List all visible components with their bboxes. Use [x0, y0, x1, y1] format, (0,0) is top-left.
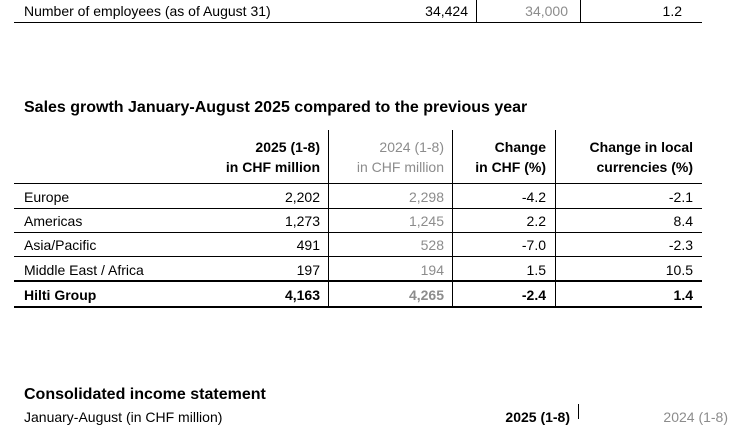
header-bottom-rule	[14, 183, 702, 184]
header-change-chf	[456, 139, 546, 175]
total-change-chf-cell: -2.4	[521, 287, 546, 303]
value-2024-cell: 2,298	[408, 189, 444, 205]
header-2024-line2: in CHF million	[356, 159, 444, 175]
header-change-local-line1: Change in local	[589, 139, 693, 155]
income-divider-1	[578, 404, 579, 419]
change-local-cell: 8.4	[673, 213, 693, 229]
change-local-cell: -2.3	[668, 237, 693, 253]
row-rule-1	[14, 208, 702, 209]
header-change-chf-line1: Change	[494, 139, 546, 155]
header-2025	[200, 139, 320, 175]
region-cell: Americas	[24, 213, 83, 229]
employees-label: Number of employees (as of August 31)	[24, 3, 271, 19]
value-2025-cell: 2,202	[284, 189, 320, 205]
employees-value-2024: 34,000	[525, 3, 568, 19]
income-statement-title: Consolidated income statement	[24, 386, 266, 403]
income-col-2024: 2024 (1-8)	[663, 409, 728, 425]
total-top-rule	[14, 280, 702, 282]
region-cell: Asia/Pacific	[24, 237, 97, 253]
employees-divider-2	[580, 0, 581, 22]
header-change-chf-line2: in CHF (%)	[475, 159, 546, 175]
value-2025-cell: 491	[296, 237, 320, 253]
header-2024-line1: 2024 (1-8)	[379, 139, 444, 155]
change-local-cell: -2.1	[668, 189, 693, 205]
header-2025-line2: in CHF million	[225, 159, 320, 175]
total-2025-cell: 4,163	[284, 287, 320, 303]
sales-growth-title: Sales growth January-August 2025 compared to the previous year	[24, 99, 528, 116]
total-change-local-cell: 1.4	[673, 287, 693, 303]
row-rule-2	[14, 232, 702, 233]
employees-divider-1	[476, 0, 477, 22]
total-bottom-rule	[14, 306, 702, 308]
change-chf-cell: -4.2	[521, 189, 546, 205]
employees-change: 1.2	[662, 3, 682, 19]
header-change-local-line2: currencies (%)	[596, 159, 693, 175]
value-2024-cell: 528	[420, 237, 444, 253]
employees-value-2025: 34,424	[425, 3, 468, 19]
region-cell: Europe	[24, 189, 70, 205]
income-col-2025: 2025 (1-8)	[505, 409, 570, 425]
value-2025-cell: 197	[296, 262, 320, 278]
change-local-cell: 10.5	[665, 262, 693, 278]
header-2025-line1: 2025 (1-8)	[255, 139, 320, 155]
row-rule-3	[14, 256, 702, 257]
income-statement-subtitle: January-August (in CHF million)	[24, 409, 223, 425]
change-chf-cell: 2.2	[526, 213, 546, 229]
change-chf-cell: -7.0	[521, 237, 546, 253]
header-2024	[330, 139, 444, 175]
change-chf-cell: 1.5	[526, 262, 546, 278]
region-cell: Middle East / Africa	[24, 262, 144, 278]
value-2024-cell: 194	[420, 262, 444, 278]
value-2024-cell: 1,245	[408, 213, 444, 229]
total-2024-cell: 4,265	[408, 287, 444, 303]
header-change-local	[556, 139, 693, 175]
employees-bottom-rule	[14, 22, 702, 23]
total-region-cell: Hilti Group	[24, 287, 97, 303]
value-2025-cell: 1,273	[284, 213, 320, 229]
